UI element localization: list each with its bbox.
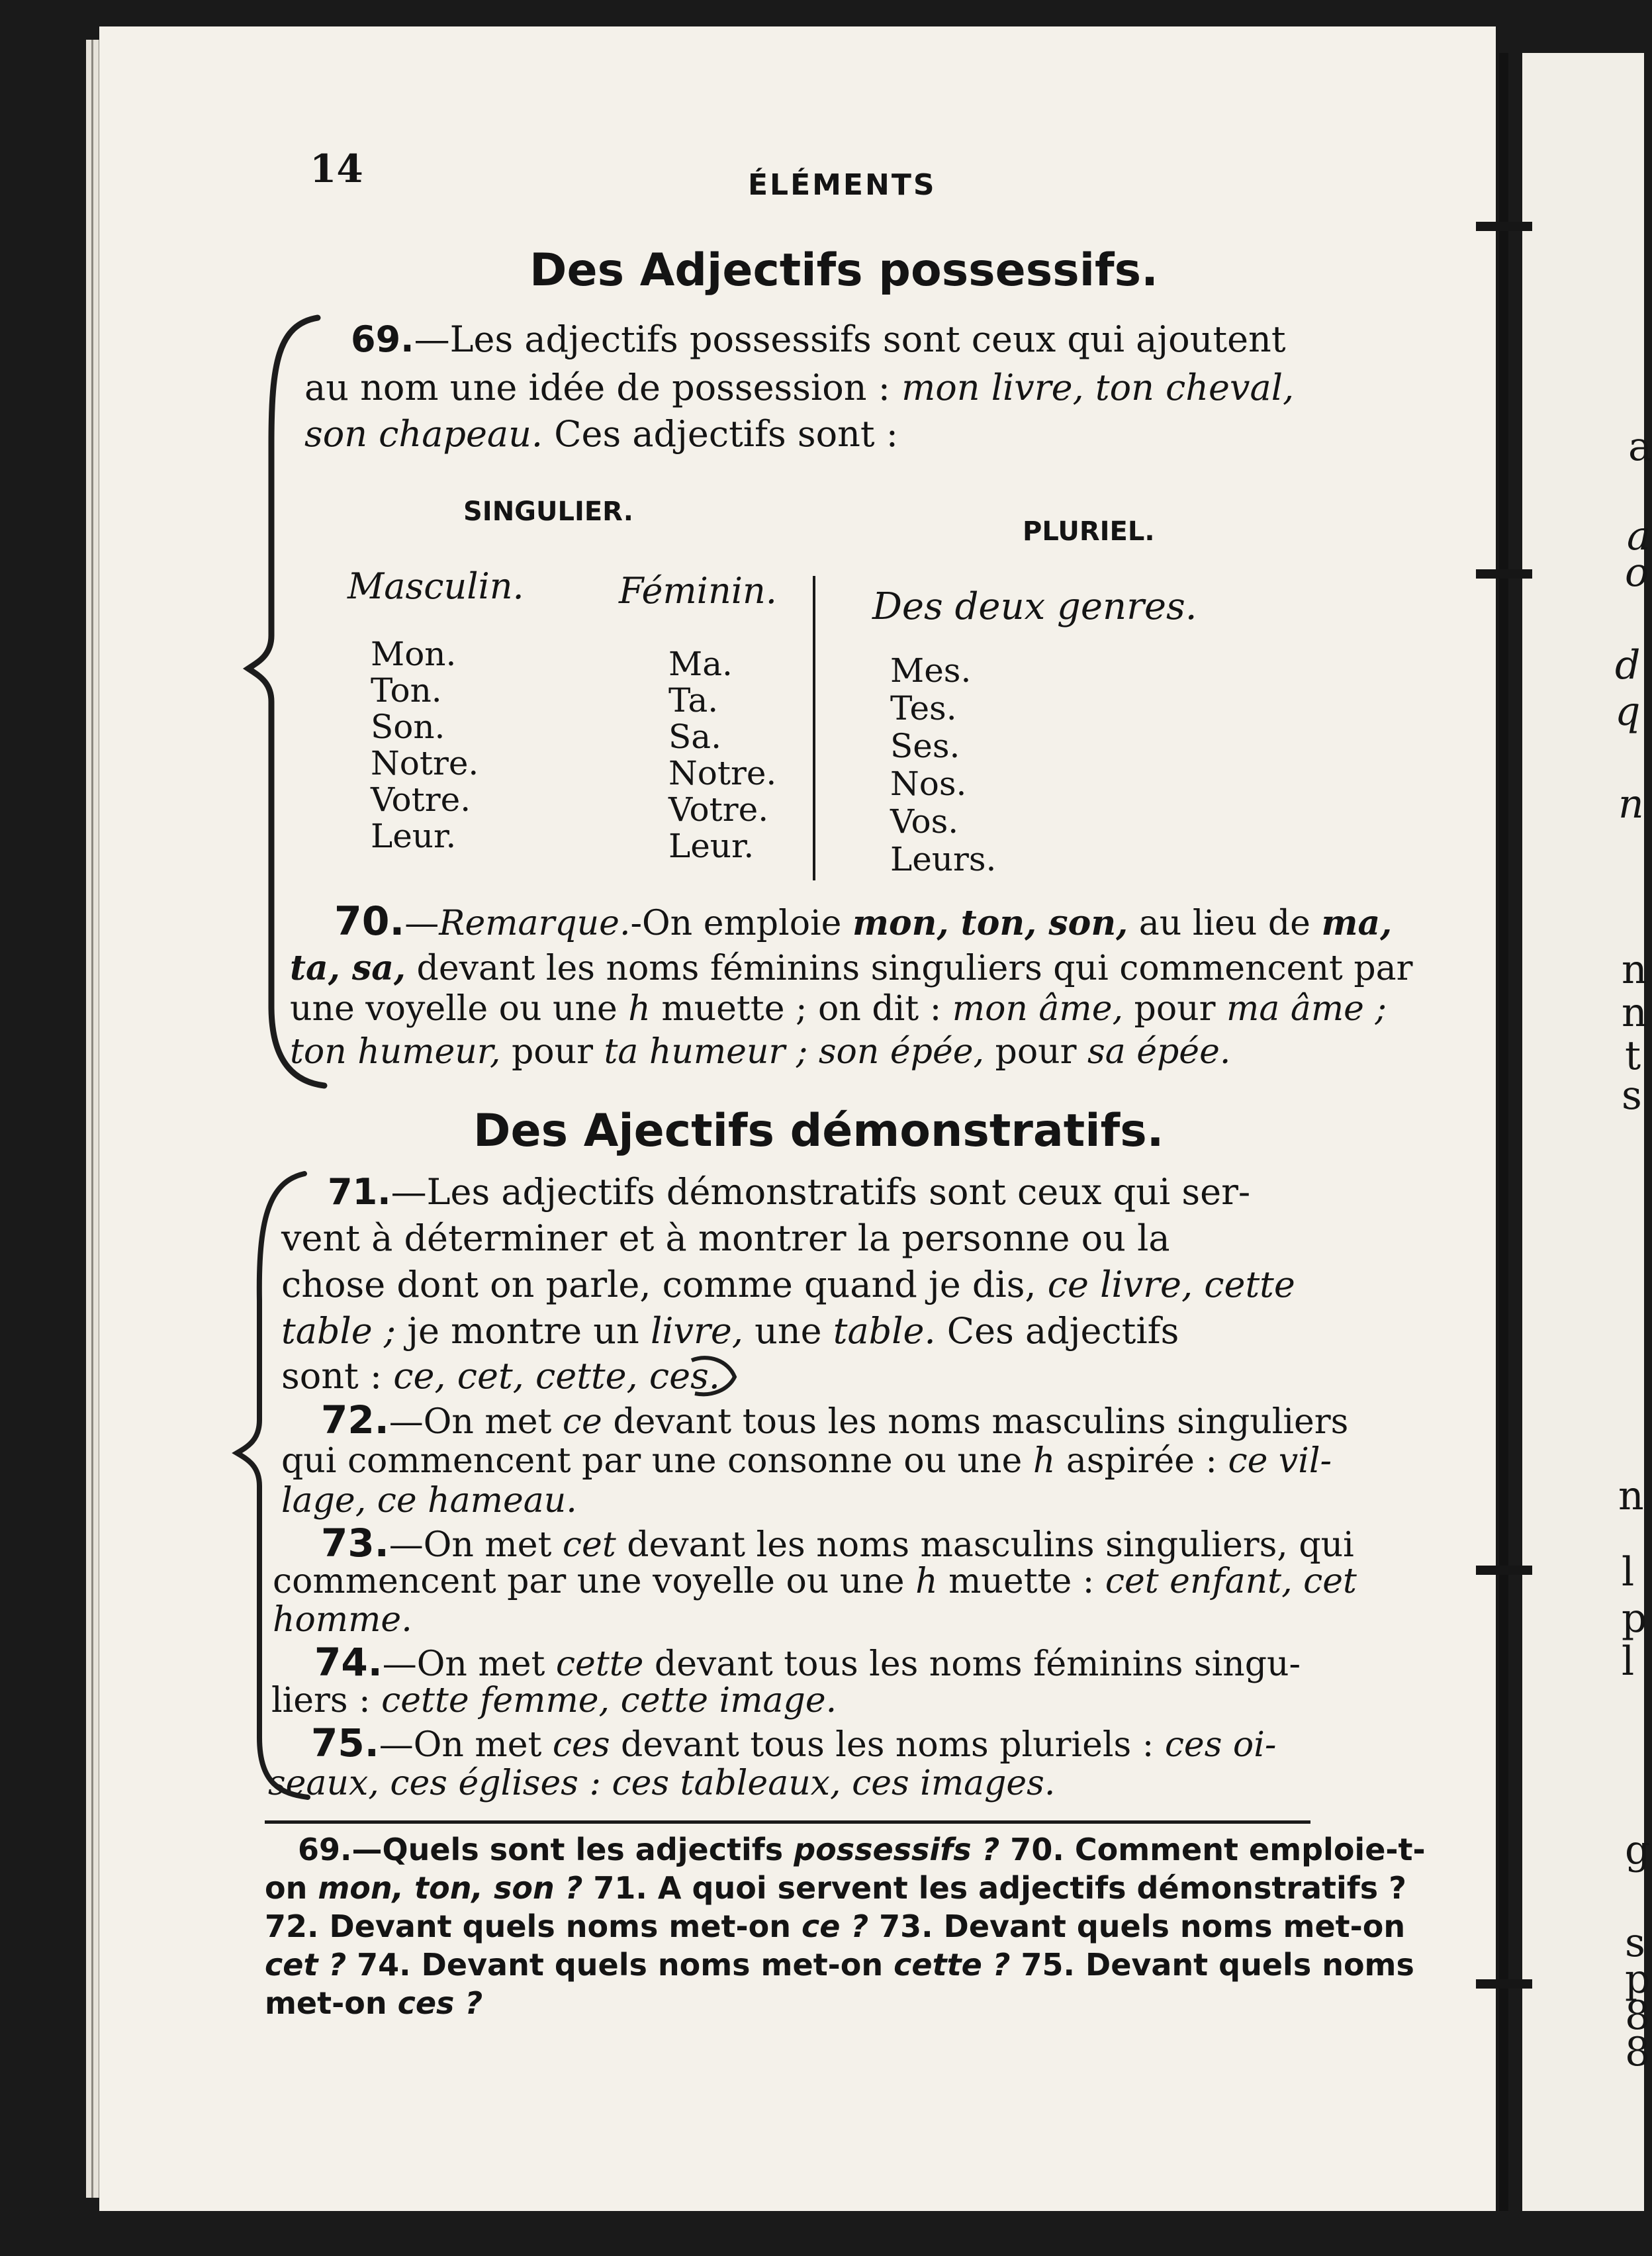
- q-text: Devant quels noms met-on: [318, 1908, 802, 1944]
- para-number: 75.: [311, 1720, 379, 1765]
- book-spine: [1499, 53, 1508, 2211]
- text-span: sa épée.: [1087, 1032, 1231, 1072]
- text-span: h: [1032, 1441, 1056, 1481]
- right-page: [1522, 53, 1644, 2211]
- spine-mark: [1476, 1979, 1532, 1989]
- text-span: devant tous les noms féminins singu-: [643, 1644, 1301, 1684]
- table-cell: Sa.: [668, 718, 721, 756]
- text-span: —On met: [379, 1725, 553, 1765]
- right-page-letter: n: [1618, 1473, 1644, 1519]
- handdrawn-mark: [688, 1354, 748, 1400]
- q-text: on: [265, 1870, 318, 1906]
- text-span: qui commencent par une consonne ou une: [281, 1441, 1033, 1481]
- text-span: pour: [984, 1032, 1088, 1072]
- handdrawn-brace-1: [245, 311, 324, 1092]
- q-text: Devant quels noms met-on: [410, 1947, 894, 1983]
- text-span: je montre un: [396, 1310, 651, 1352]
- q-num: 75.: [1010, 1947, 1075, 1983]
- q-text: A quoi servent les adjectifs démonstratifs ?: [647, 1870, 1406, 1906]
- right-page-letter: g: [1625, 1827, 1651, 1873]
- text-span: devant les noms féminins singuliers qui commencent par: [406, 949, 1413, 988]
- table-cell: Votre.: [668, 790, 769, 829]
- q-text: —Quels sont les adjectifs: [351, 1832, 794, 1867]
- table-head-singulier: SINGULIER.: [463, 496, 633, 527]
- table-cell: Leurs.: [890, 840, 997, 878]
- example-text: mon livre, ton cheval,: [901, 367, 1295, 408]
- text-span: cet: [562, 1525, 616, 1565]
- text-line: Ces adjectifs sont :: [543, 413, 898, 455]
- text-span: cet enfant, cet: [1105, 1562, 1357, 1601]
- right-page-letter: p: [1625, 1956, 1651, 2002]
- q-text: mon, ton, son ?: [318, 1870, 583, 1906]
- text-line: homme.: [273, 1600, 412, 1640]
- q-text: possessifs ?: [794, 1832, 1000, 1867]
- text-span: muette :: [937, 1562, 1105, 1601]
- spine-mark: [1476, 569, 1532, 579]
- table-cell: Ton.: [371, 671, 442, 710]
- table-divider: [813, 576, 815, 880]
- text-span: ce, cet, cette, ces.: [393, 1355, 720, 1397]
- table-cell: Votre.: [371, 780, 471, 819]
- spine-mark: [1476, 1566, 1532, 1575]
- table-cell: Nos.: [890, 765, 967, 803]
- text-span: muette ; on dit :: [650, 989, 952, 1029]
- right-page-letter: s: [1622, 1072, 1642, 1119]
- text-span: —: [404, 904, 439, 943]
- col-feminin: Féminin.: [619, 570, 777, 612]
- text-span: sont :: [281, 1355, 394, 1397]
- right-page-letter: a: [1627, 513, 1651, 559]
- text-span: commencent par une voyelle ou une: [273, 1562, 916, 1601]
- right-page-letter: s: [1625, 1920, 1645, 1966]
- text-span: ta humeur ; son épée,: [604, 1032, 985, 1072]
- text-span: h: [628, 989, 651, 1029]
- text-span: chose dont on parle, comme quand je dis,: [281, 1264, 1048, 1305]
- text-span: mon, ton, son,: [852, 903, 1128, 943]
- text-span: devant tous les noms masculins singuliers: [602, 1402, 1349, 1442]
- q-text: met-on: [265, 1985, 398, 2021]
- text-span: ce livre, cette: [1047, 1264, 1295, 1305]
- col-deux-genres: Des deux genres.: [872, 585, 1197, 628]
- footnote-rule: [265, 1820, 1310, 1824]
- text-span: cette femme, cette image.: [381, 1681, 837, 1720]
- table-cell: Notre.: [668, 754, 777, 792]
- text-line: au nom une idée de possession :: [304, 367, 902, 408]
- section-title-possessifs: Des Adjectifs possessifs.: [529, 244, 1158, 297]
- table-cell: Notre.: [371, 744, 479, 782]
- q-text: ces ?: [397, 1985, 483, 2021]
- text-span: h: [915, 1562, 938, 1601]
- text-span: ce: [562, 1402, 602, 1442]
- right-page-letter: n: [1622, 947, 1647, 993]
- example-text: son chapeau.: [304, 413, 543, 455]
- para-number: 69.: [351, 318, 414, 360]
- spine-mark: [1476, 222, 1532, 231]
- page-number: 14: [310, 146, 363, 191]
- text-span: table ;: [281, 1310, 396, 1352]
- right-page-letter: p: [1622, 1595, 1647, 1642]
- table-head-pluriel: PLURIEL.: [1023, 516, 1155, 547]
- text-span: —On met: [382, 1644, 556, 1684]
- q-text: Devant quels noms: [1075, 1947, 1414, 1983]
- right-page-letter: t: [1625, 1033, 1641, 1079]
- text-span: ton humeur,: [290, 1032, 501, 1072]
- q-text: ce ?: [801, 1908, 869, 1944]
- table-cell: Leur.: [371, 817, 457, 855]
- para-number: 73.: [321, 1521, 389, 1566]
- col-masculin: Masculin.: [347, 565, 524, 607]
- text-span: liers :: [271, 1681, 382, 1720]
- right-page-letter: n: [1622, 990, 1647, 1036]
- para-number: 72.: [321, 1397, 389, 1442]
- text-span: ce vil-: [1228, 1441, 1332, 1481]
- q-num: 72.: [265, 1908, 319, 1944]
- text-span: devant tous les noms pluriels :: [610, 1725, 1165, 1765]
- text-span: devant les noms masculins singuliers, qui: [616, 1525, 1354, 1565]
- text-span: une: [743, 1310, 833, 1352]
- text-span: au lieu de: [1128, 904, 1322, 943]
- text-span: aspirée :: [1055, 1441, 1228, 1481]
- table-cell: Mon.: [371, 635, 457, 673]
- section-title-demonstratifs: Des Ajectifs démonstratifs.: [473, 1105, 1164, 1157]
- table-cell: Mes.: [890, 651, 972, 690]
- text-line: seaux, ces églises : ces tableaux, ces images.: [268, 1763, 1056, 1803]
- q-num: 69.: [298, 1832, 352, 1867]
- right-page-letter: 8: [1625, 2029, 1651, 2075]
- q-num: 71.: [582, 1870, 647, 1906]
- text-span: ma âme ;: [1226, 989, 1387, 1029]
- text-span: mon âme,: [952, 989, 1124, 1029]
- text-span: -On emploie: [630, 904, 852, 943]
- right-page-letter: q: [1615, 688, 1641, 735]
- running-head: ÉLÉMENTS: [748, 168, 937, 202]
- right-page-letter: d: [1615, 642, 1641, 688]
- right-page-letter: l: [1622, 1638, 1635, 1685]
- table-cell: Ta.: [668, 681, 719, 720]
- text-span: —On met: [389, 1402, 563, 1442]
- text-span: Remarque.: [439, 904, 631, 943]
- table-cell: Ma.: [668, 645, 733, 683]
- text-line: —Les adjectifs possessifs sont ceux qui ajoutent: [414, 318, 1286, 360]
- text-span: livre,: [650, 1310, 743, 1352]
- right-page-letter: l: [1622, 1549, 1635, 1595]
- text-span: ces: [552, 1725, 610, 1765]
- right-page-letter: 8: [1625, 1993, 1651, 2039]
- text-span: table.: [833, 1310, 936, 1352]
- text-line: lage, ce hameau.: [281, 1481, 577, 1521]
- table-cell: Leur.: [668, 827, 755, 865]
- table-cell: Ses.: [890, 727, 960, 765]
- q-num: 70.: [999, 1832, 1064, 1867]
- text-span: ta, sa,: [290, 948, 406, 988]
- text-span: ces oi-: [1164, 1725, 1277, 1765]
- text-span: Ces adjectifs: [935, 1310, 1179, 1352]
- text-span: cette: [555, 1644, 644, 1684]
- right-page-letter: o: [1625, 549, 1649, 596]
- q-text: cet ?: [265, 1947, 347, 1983]
- table-cell: Tes.: [890, 689, 957, 728]
- q-text: Comment emploie-t-: [1064, 1832, 1426, 1867]
- q-text: cette ?: [894, 1947, 1011, 1983]
- text-line: vent à déterminer et à montrer la personne ou la: [281, 1217, 1170, 1259]
- para-number: 71.: [328, 1171, 391, 1213]
- text-span: —On met: [389, 1525, 563, 1565]
- q-text: Devant quels noms met-on: [933, 1908, 1406, 1944]
- table-cell: Vos.: [890, 802, 959, 841]
- text-span: pour: [1123, 989, 1227, 1029]
- para-number: 70.: [334, 898, 405, 945]
- right-page-letter: n: [1618, 781, 1644, 827]
- right-page-letter: a: [1628, 424, 1652, 470]
- text-span: ma,: [1321, 903, 1393, 943]
- text-span: pour: [500, 1032, 604, 1072]
- q-num: 73.: [868, 1908, 933, 1944]
- text-span: une voyelle ou une: [290, 989, 629, 1029]
- text-span: —Les adjectifs démonstratifs sont ceux qui ser-: [390, 1171, 1251, 1213]
- handdrawn-brace-2: [232, 1168, 311, 1804]
- q-num: 74.: [346, 1947, 411, 1983]
- table-cell: Son.: [371, 708, 445, 746]
- para-number: 74.: [314, 1640, 383, 1685]
